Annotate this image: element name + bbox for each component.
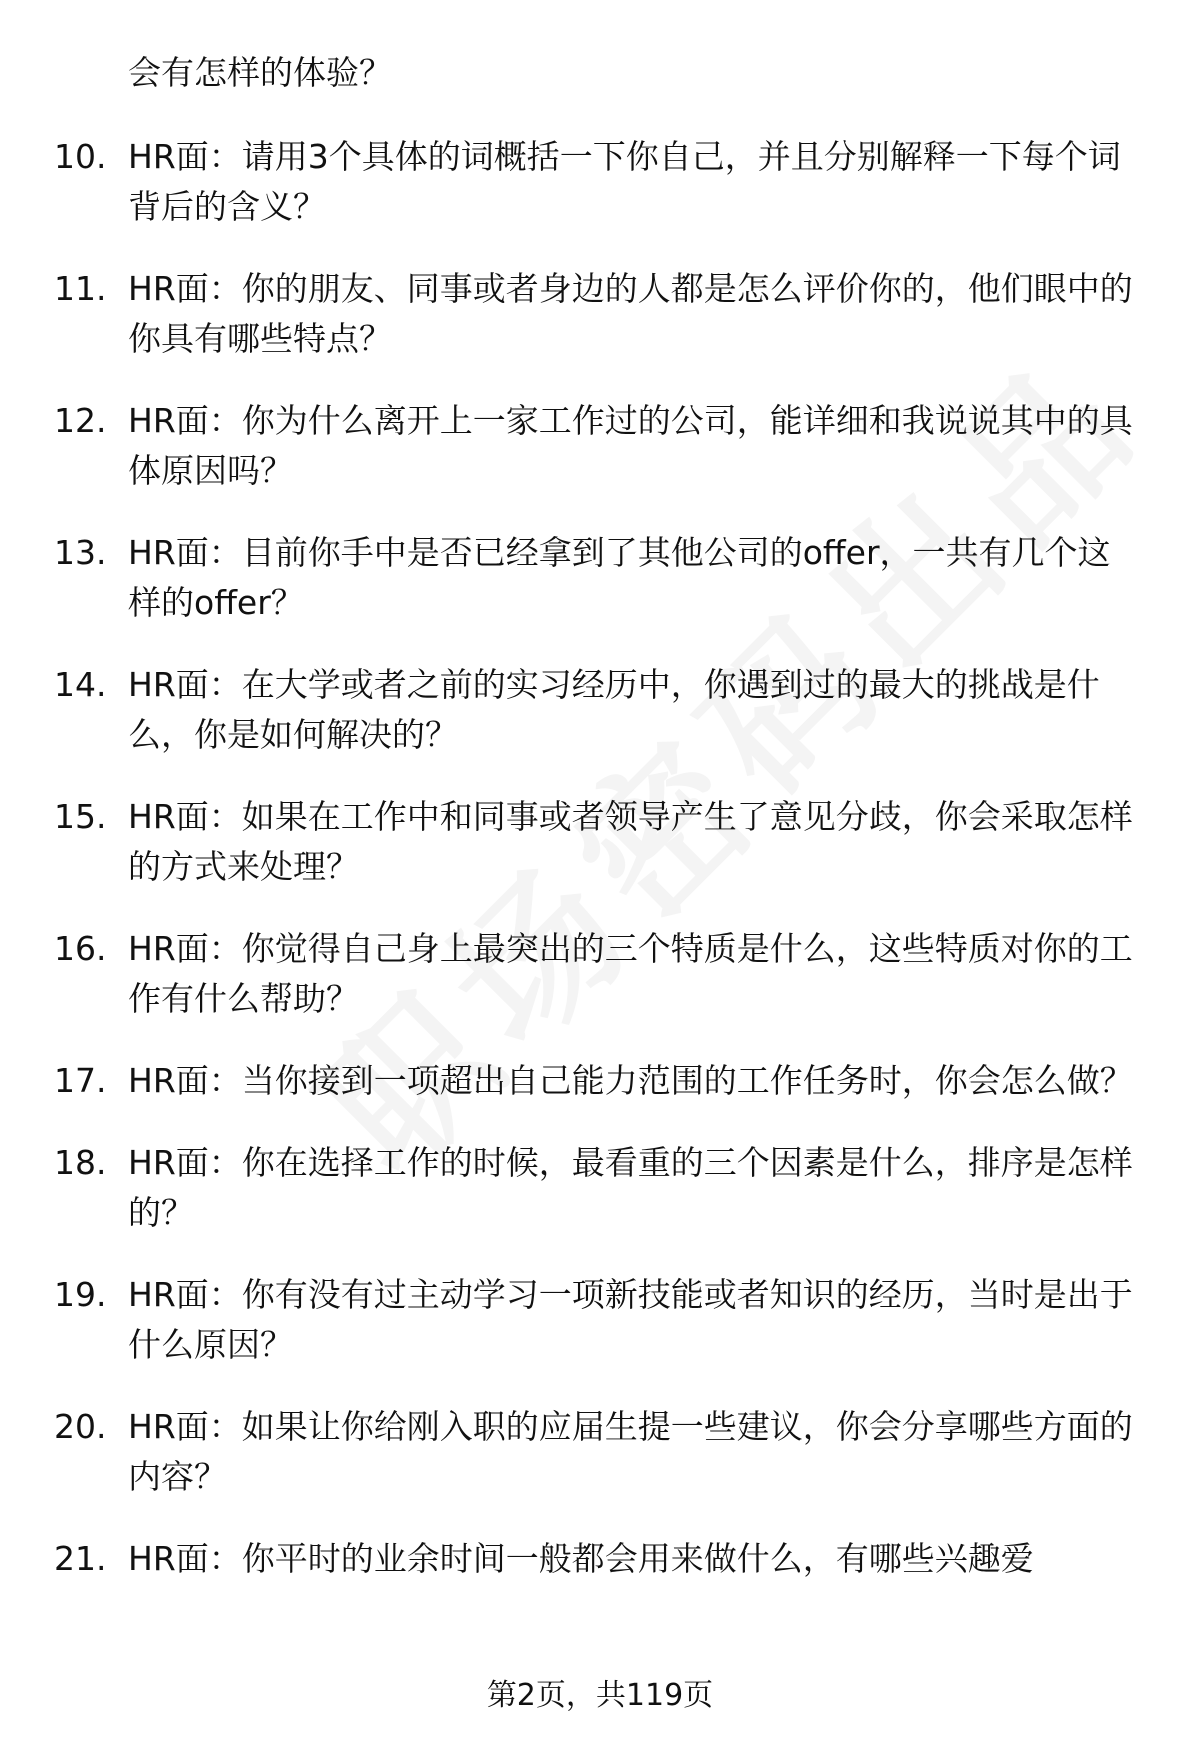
question-number: 20. [54, 1407, 107, 1446]
question-item [0, 792, 1138, 892]
question-number: 16. [54, 929, 107, 968]
question-text: HR面：你的朋友、同事或者身边的人都是怎么评价你的，他们眼中的你具有哪些特点？ [128, 269, 1133, 358]
question-number: 15. [54, 797, 107, 836]
continued-text: 会有怎样的体验？ [128, 53, 392, 92]
question-item [0, 924, 1138, 1024]
question-list [0, 48, 1200, 1616]
question-number: 11. [54, 269, 107, 308]
question-item [0, 1138, 1138, 1238]
question-text: HR面：你在选择工作的时候，最看重的三个因素是什么，排序是怎样的？ [128, 1143, 1133, 1232]
question-number: 21. [54, 1539, 107, 1578]
question-item [0, 132, 1138, 232]
question-number: 14. [54, 665, 107, 704]
question-number: 19. [54, 1275, 107, 1314]
question-text: HR面：你平时的业余时间一般都会用来做什么，有哪些兴趣爱 [128, 1539, 1034, 1578]
question-item [0, 1270, 1138, 1370]
question-text: HR面：目前你手中是否已经拿到了其他公司的offer，一共有几个这样的offer？ [128, 533, 1111, 622]
question-number: 13. [54, 533, 107, 572]
question-number: 18. [54, 1143, 107, 1182]
question-number: 10. [54, 137, 107, 176]
question-item [0, 528, 1138, 628]
question-text: HR面：你有没有过主动学习一项新技能或者知识的经历，当时是出于什么原因？ [128, 1275, 1133, 1364]
question-item [0, 1056, 1138, 1106]
question-item [0, 396, 1138, 496]
question-item [0, 1402, 1138, 1502]
question-text: HR面：你为什么离开上一家工作过的公司，能详细和我说说其中的具体原因吗？ [128, 401, 1133, 490]
question-text: HR面：你觉得自己身上最突出的三个特质是什么，这些特质对你的工作有什么帮助？ [128, 929, 1133, 1018]
question-text: HR面：如果让你给刚入职的应届生提一些建议，你会分享哪些方面的内容？ [128, 1407, 1133, 1496]
question-text: HR面：请用3个具体的词概括一下你自己，并且分别解释一下每个词背后的含义？ [128, 137, 1121, 226]
question-item [0, 660, 1138, 760]
question-text: HR面：在大学或者之前的实习经历中，你遇到过的最大的挑战是什么，你是如何解决的？ [128, 665, 1100, 754]
page-footer: 第2页，共119页 [486, 1678, 714, 1713]
question-text: HR面：如果在工作中和同事或者领导产生了意见分歧，你会采取怎样的方式来处理？ [128, 797, 1133, 886]
question-number: 12. [54, 401, 107, 440]
question-text: HR面：当你接到一项超出自己能力范围的工作任务时，你会怎么做？ [128, 1061, 1133, 1100]
question-item [0, 264, 1138, 364]
question-item [0, 1534, 1138, 1584]
question-number: 17. [54, 1061, 107, 1100]
